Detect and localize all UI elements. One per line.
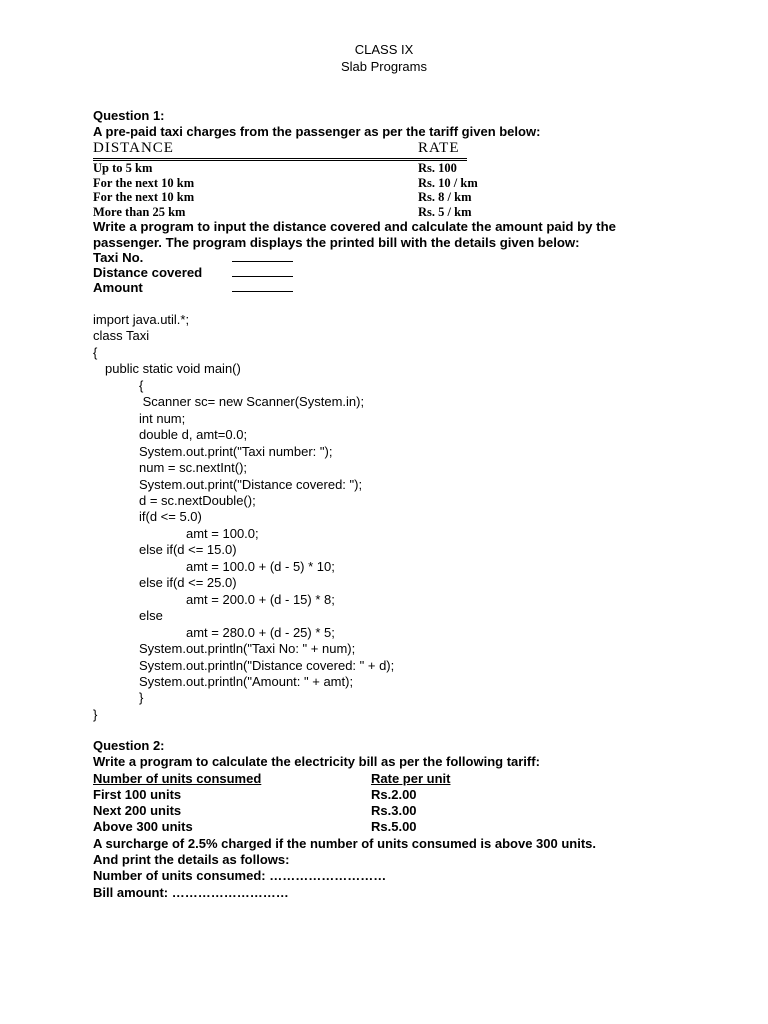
code-line: public static void main() [105, 361, 241, 377]
code-line: { [93, 344, 98, 360]
code-line: int num; [139, 410, 186, 426]
electricity-tariff-row [93, 819, 653, 835]
code-line: else [139, 608, 163, 624]
electricity-tariff-row [93, 787, 653, 803]
code-line: amt = 200.0 + (d - 15) * 8; [186, 591, 335, 607]
unit-rate: Rs.5.00 [371, 819, 417, 835]
question-1-label: Question 1: [93, 108, 165, 123]
page-subtitle: Slab Programs [341, 59, 427, 74]
class-title: CLASS IX [354, 42, 414, 57]
code-line: import java.util.*; [93, 312, 190, 327]
electricity-tariff-header [93, 771, 653, 787]
code-line: d = sc.nextDouble(); [139, 492, 256, 508]
blank-line [232, 276, 293, 277]
question-2-intro: Write a program to calculate the electricity bill as per the following tariff: [93, 754, 540, 770]
bill-field [93, 280, 653, 295]
rate-header: RATE [418, 140, 460, 156]
tariff-distance: For the next 10 km [93, 175, 195, 190]
question-2-label: Question 2: [93, 738, 165, 753]
code-line: System.out.print("Taxi number: "); [139, 443, 333, 459]
code-line: else if(d <= 25.0) [139, 575, 237, 591]
code-line: } [93, 706, 98, 722]
distance-header: DISTANCE [93, 140, 174, 156]
field-label: Amount [93, 280, 143, 295]
question-1 [93, 108, 653, 295]
units-slab: Above 300 units [93, 819, 193, 835]
field-label: Taxi No. [93, 250, 144, 265]
question-2 [93, 738, 653, 901]
code-line: System.out.print("Distance covered: "); [139, 476, 363, 492]
tariff-distance: More than 25 km [93, 204, 186, 219]
code-line: class Taxi [93, 328, 150, 344]
units-slab: First 100 units [93, 786, 182, 802]
tariff-rate: Rs. 5 / km [418, 204, 472, 219]
code-line: double d, amt=0.0; [139, 427, 248, 443]
code-line: System.out.println("Taxi No: " + num); [139, 641, 356, 657]
bill-field [93, 265, 653, 280]
units-slab: Next 200 units [93, 803, 182, 819]
tariff-rate: Rs. 100 [418, 161, 457, 175]
code-block [93, 312, 394, 723]
code-line: if(d <= 5.0) [139, 509, 202, 525]
unit-rate: Rs.2.00 [371, 786, 417, 802]
surcharge-text: A surcharge of 2.5% charged if the number of units consumed is above 300 units. [93, 835, 597, 851]
units-header: Number of units consumed [93, 770, 262, 786]
document-header [0, 41, 768, 75]
tariff-distance: Up to 5 km [93, 161, 153, 175]
print-intro: And print the details as follows: [93, 852, 290, 868]
units-output-line: Number of units consumed: ……………………… [93, 868, 387, 884]
code-line: else if(d <= 15.0) [139, 542, 237, 558]
code-line: amt = 280.0 + (d - 25) * 5; [186, 624, 335, 640]
tariff-row [93, 176, 653, 191]
tariff-rate: Rs. 8 / km [418, 190, 472, 204]
tariff-row [93, 190, 653, 205]
blank-line [232, 261, 293, 262]
code-line: num = sc.nextInt(); [139, 460, 248, 476]
code-line: System.out.println("Distance covered: " + d); [139, 657, 395, 673]
code-line: { [139, 377, 144, 393]
bill-field [93, 250, 653, 265]
code-line: amt = 100.0; [186, 525, 259, 541]
task-line: passenger. The program displays the printed bill with the details given below: [93, 234, 580, 250]
taxi-tariff-header [93, 140, 467, 161]
task-line: Write a program to input the distance covered and calculate the amount paid by the [93, 219, 616, 234]
rate-per-unit-header: Rate per unit [371, 770, 451, 786]
tariff-distance: For the next 10 km [93, 190, 195, 204]
tariff-rate: Rs. 10 / km [418, 175, 478, 190]
field-label: Distance covered [93, 265, 203, 280]
bill-output-line: Bill amount: ……………………… [93, 884, 289, 900]
code-line: } [139, 690, 144, 706]
code-line: Scanner sc= new Scanner(System.in); [139, 394, 365, 410]
blank-line [232, 291, 293, 292]
unit-rate: Rs.3.00 [371, 803, 417, 819]
code-line: System.out.println("Amount: " + amt); [139, 673, 354, 689]
tariff-row [93, 205, 653, 220]
tariff-row [93, 161, 653, 176]
question-1-intro: A pre-paid taxi charges from the passenger as per the tariff given below: [93, 124, 541, 139]
electricity-tariff-row [93, 803, 653, 819]
code-line: amt = 100.0 + (d - 5) * 10; [186, 558, 335, 574]
